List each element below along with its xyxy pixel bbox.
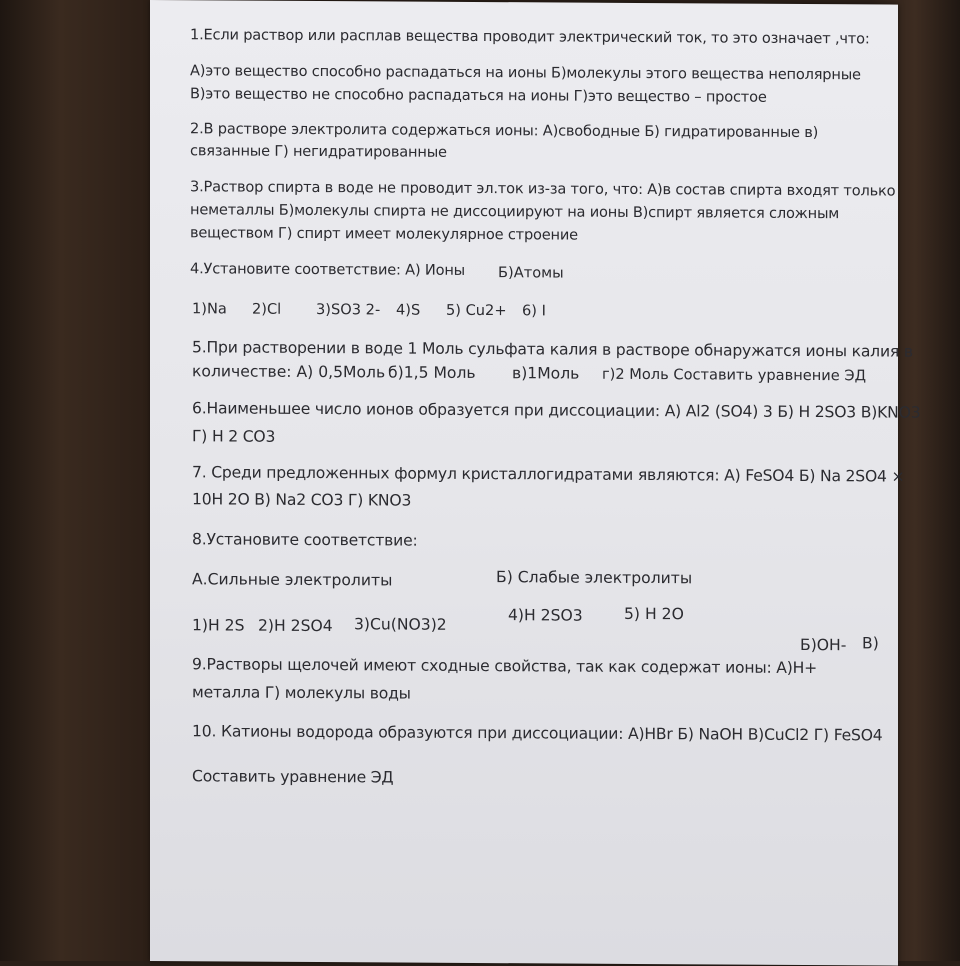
q8-item: 5) H 2O [624, 604, 684, 624]
q8-option-b: Б) Слабые электролиты [496, 568, 693, 588]
q1-line3: В)это вещество не способно распадаться на ионы Г)это вещество – простое [190, 85, 767, 106]
q1-line2: А)это вещество способно распадаться на ионы Б)молекулы этого вещества неполярные [190, 62, 861, 84]
q8-title: 8.Установите соответствие: [192, 530, 418, 550]
q9-option-c: В) [862, 634, 879, 653]
q8-item: 4)H 2SO3 [508, 606, 583, 625]
q6-line1: 6.Наименьшее число ионов образуется при диссоциации: А) Al2 (SO4) 3 Б) H 2SO3 В)KNO3 [192, 399, 921, 422]
q9-line1: 9.Растворы щелочей имеют сходные свойства, так как содержат ионы: А)H+ [192, 655, 818, 678]
q1-line1: 1.Если раствор или расплав вещества проводит электрический ток, то это означает ,что: [190, 26, 870, 48]
q8-item: 3)Cu(NO3)2 [354, 615, 447, 634]
q7-line1: 7. Среди предложенных формул кристаллогидратами являются: А) FeSO4 Б) Na 2SO4 × [192, 463, 905, 486]
q5-option-a: количестве: А) 0,5Моль [192, 362, 386, 382]
q2-line2: связанные Г) негидратированные [190, 142, 447, 161]
q9-line2: металла Г) молекулы воды [192, 683, 411, 703]
q5-line1: 5.При растворении в воде 1 Моль сульфата калия в растворе обнаружатся ионы калия в [192, 338, 913, 361]
q8-item: 1)H 2S [192, 616, 245, 635]
q4-option-b: Б)Атомы [498, 264, 564, 282]
worksheet-paper [150, 0, 921, 966]
q2-line1: 2.В растворе электролита содержаться ионы: А)свободные Б) гидратированные в) [190, 120, 819, 142]
q4-item: 2)Cl [252, 300, 282, 318]
q4-item: 4)S [396, 301, 421, 319]
q6-line2: Г) H 2 CO3 [192, 427, 276, 446]
q8-option-a: А.Сильные электролиты [192, 570, 393, 590]
q9-option-b: Б)OH- [800, 635, 847, 655]
q4-item: 1)Na [192, 300, 227, 318]
q3-line3: веществом Г) спирт имеет молекулярное строение [190, 224, 578, 244]
q4-item: 6) I [522, 302, 546, 320]
footer-instruction: Составить уравнение ЭД [192, 767, 394, 787]
q4-item: 5) Cu2+ [446, 301, 507, 320]
q3-line1: 3.Раствор спирта в воде не проводит эл.ток из-за того, что: А)в состав спирта входят только [190, 178, 896, 200]
q8-item: 2)H 2SO4 [258, 616, 333, 636]
q7-line2: 10H 2O В) Na2 CO3 Г) KNO3 [192, 490, 412, 510]
q4-title: 4.Установите соответствие: А) Ионы [190, 260, 465, 279]
q3-line2: неметаллы Б)молекулы спирта не диссоциируют на ионы В)спирт является сложным [190, 201, 840, 223]
q4-item: 3)SO3 2- [316, 301, 381, 319]
q5-option-d: г)2 Моль Составить уравнение ЭД [602, 365, 866, 385]
desk-left [0, 0, 150, 961]
q10-line1: 10. Катионы водорода образуются при диссоциации: А)HBr Б) NaOH В)CuCl2 Г) FeSO4 [192, 722, 883, 745]
q5-option-c: в)1Моль [512, 364, 580, 383]
q5-option-b: б)1,5 Моль [388, 363, 476, 382]
